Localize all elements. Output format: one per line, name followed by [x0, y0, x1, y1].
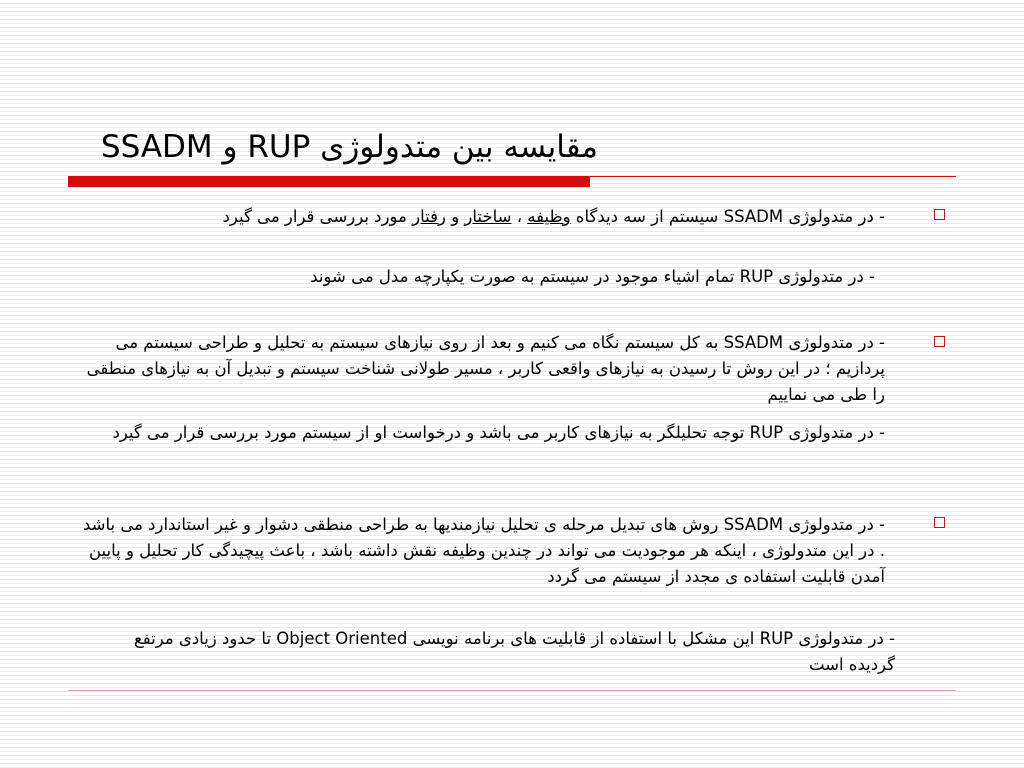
bullet-1-ssadm-prefix: - در متدولوژی SSADM سیستم از سه دیدگاه	[570, 207, 885, 226]
slide-title: مقایسه بین متدولوژی RUP و SSADM	[100, 129, 598, 165]
title-underline-thin	[590, 176, 956, 177]
bullet-3-rup-text: - در متدولوژی RUP این مشکل با استفاده از قابلیت های برنامه نویسی Object Oriented تا حدود زیادی مرتفع گردیده است	[134, 629, 895, 674]
bullet-1-rup-text: - در متدولوژی RUP تمام اشیاء موجود در سیستم به صورت یکپارچه مدل می شوند	[310, 267, 875, 286]
bullet-1-sep-1: ،	[511, 207, 528, 226]
bullet-square-icon	[934, 336, 945, 347]
bullet-1-term-behavior: رفتار	[412, 207, 446, 226]
bullet-2-rup-text: - در متدولوژی RUP توجه تحلیلگر به نیازهای کاربر می باشد و درخواست او از سیستم مورد بررسی قرار می گیرد	[112, 423, 885, 442]
bullet-square-icon	[934, 209, 945, 220]
bullet-1-term-structure: ساختار	[464, 207, 512, 226]
bullet-2-ssadm-text: - در متدولوژی SSADM به کل سیستم نگاه می کنیم و بعد از روی نیازهای سیستم به تحلیل و طراحی سیستم می پردازیم ؛ در این روش تا رسیدن به نیازهای واقعی کاربر ، مسیر طولانی شناخت سیستم و تبدیل آن به نیازهای منطقی را طی می نماییم	[86, 333, 885, 404]
title-underline-accent	[68, 176, 590, 187]
bullet-1-term-function: وظیفه	[527, 207, 571, 226]
bullet-square-icon	[934, 517, 945, 528]
bullet-1-sep-2: و	[445, 207, 465, 226]
bullet-3-ssadm-text: - در متدولوژی SSADM روش های تبدیل مرحله ی تحلیل نیازمندیها به طراحی منطقی دشوار و غیر استاندارد می باشد . در این متدولوژی ، اینکه هر موجودیت می تواند در چندین وظیفه نقش داشته باشد ، باعث پیچیدگی کار تحلیل و پایین آمدن قابلیت استفاده ی مجدد از سیستم می گردد	[82, 515, 885, 586]
footer-divider	[68, 690, 956, 691]
bullet-1-ssadm-suffix: مورد بررسی قرار می گیرد	[222, 207, 413, 226]
bullet-1-ssadm-text	[75, 204, 885, 230]
